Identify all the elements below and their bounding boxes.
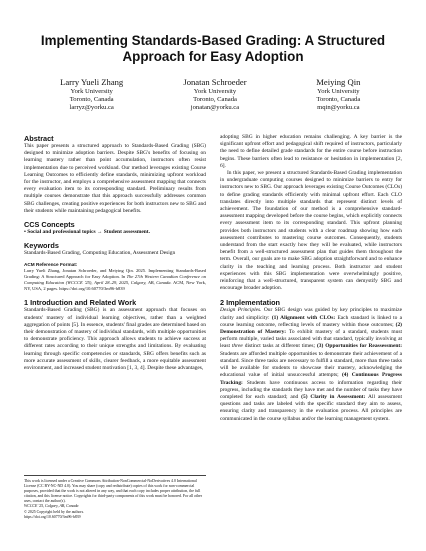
author-email: jonatan@yorku.ca	[190, 104, 240, 112]
left-column	[24, 134, 206, 372]
license-text: This work is licensed under a Creative Commons Attribution-NonCommercial-NoDerivatives 4.0 International License (CC BY-NC-ND 4.0). You may share (copy and redistribute) copies of this work for non-commercial purposes, provided that the work is not altered in any way, and that each copy includes proper attribution, the full citation, and this license notice. Copyrights for third-party components of this work must be honored. For all other uses, contact the author(s).	[24, 479, 203, 504]
author-1	[30, 77, 153, 112]
footnote-conference: WCCCE '25, Calgary, AB, Canada	[24, 504, 79, 509]
footnote-doi: https://doi.org/10.60770/3m96-h839	[24, 514, 81, 519]
author-email: mqin@yorku.ca	[317, 104, 360, 112]
author-name: Meiying Qin	[316, 77, 361, 87]
abstract-heading: Abstract	[24, 134, 54, 143]
ccs-heading: CCS Concepts	[24, 220, 75, 230]
author-email: larryz@yorku.ca	[69, 104, 114, 112]
acm-authors: Larry Yueli Zhang, Jonatan Schroeder, and Meiying Qin. 2025. Implementing Standards-Based Grading: A Structured Approach for Easy Adoption. In	[24, 268, 206, 280]
design-principles-paragraph: Design Principles. Our SBG design was guided by key principles to maximize clarity and simplicity: (1) Alignment with CLOs: Each standard is linked to a course learning outcome, reflecting levels of mastery within those outcomes; (2) Demonstration of Mastery: To exhibit mastery of a standard, students must perform multiple, varied tasks associated with that standard, typically involving at least three distinct tasks at different times; (3) Opportunities for Reassessment: Students are afforded multiple opportunities to demonstrate their achievement of a standard. Since three tasks are necessary to fulfill a standard, more than three tasks will be available for students to showcase their mastery, acknowledging the educational value of initial unsuccessful attempts; (4) Continuous Progress Tracking: Students have continuous access to information regarding their progress, including the standards they have met and the number of tasks they have completed for each standard; and (5) Clarity in Assessment: All assessment questions and tasks are labeled with the specific standard they aim to assess, ensuring clarity and transparency in the evaluation process. All principles are communicated in the course syllabus and/or the learning management system.	[220, 307, 403, 422]
author-affiliation: York University	[317, 88, 360, 95]
acm-rest: ACM, New York, NY, USA, 2 pages. https://doi.org/10.60770/3m96-h839	[24, 280, 206, 292]
keywords-heading: Keywords	[24, 241, 59, 251]
author-location: Toronto, Canada	[69, 96, 114, 104]
author-2	[153, 77, 276, 112]
design-principles-lead: Design Principles.	[220, 307, 262, 314]
footnote-copyright: © 2025 Copyright held by the authors.	[24, 509, 85, 514]
right-column	[220, 134, 402, 423]
section-2-heading: 2 Implementation	[220, 298, 281, 308]
author-name: Jonatan Schroeder	[183, 77, 247, 87]
author-block	[30, 77, 400, 112]
author-name: Larry Yueli Zhang	[60, 77, 124, 87]
ccs-text: • Social and professional topics → Student assessment.	[24, 229, 150, 236]
section-1-heading: 1 Introduction and Related Work	[24, 298, 137, 308]
license-footnote	[24, 475, 206, 520]
author-3	[277, 77, 400, 112]
section-1-text: Standards-Based Grading (SBG) is an assessment approach that focuses on students' mastery of individual learning objectives, rather than a weighted aggregation of points [5]. In essence, students' final grades are determined based on their demonstration of mastery of individual standards, with multiple opportunities to demonstrate proficiency. This approach allows students to achieve success at different rates according to their unique strengths and limitations. By evaluating learning through specific competencies or standards, SBG offers benefits such as more accurate assessment of skills, clearer feedback, a more equitable assessment environment, and increased student motivation [1, 3, 4]. Despite these advantages,	[24, 307, 206, 372]
keywords-text: Standards-Based Grading, Computing Education, Assessment Design	[24, 250, 176, 257]
intro-continuation: adopting SBG in higher education remains challenging. A key barrier is the significant upfront effort and pedagogical shift required of instructors, particularly the need to define detailed grade standards for the entire course before instruction begins. These barriers often lead to resistance or hesitation in implementation [2, 6].	[220, 134, 402, 169]
acm-reference-heading: ACM Reference Format:	[24, 262, 78, 268]
acm-venue: The 27th Western Canadian Conference on Computing Education (WCCCE '25), April 28–29, 2025, Calgary, AB, Canada.	[24, 274, 206, 286]
intro-paragraph-2: In this paper, we present a structured Standards-Based Grading implementation in undergraduate computing courses designed to minimize barriers to entry for instructors new to SBG. Our approach leverages existing Course Outcomes (CLOs) to define grading standards efficiently with minimal upfront effort. Each CLO translates directly into multiple standards that represent distinct levels of achievement. The foundation of our method is a comprehensive standard-assessment mapping developed before the course begins, which explicitly connects every assessment item to its corresponding standard. This upfront planning provides both instructors and students with a clear roadmap showing how each assessment contributes to mastering course outcomes. Consequently, students understand from the start exactly how they will be evaluated, while instructors benefit from a well-structured assessment plan that guides them throughout the term. Overall, our goals are to make SBG adoption straightforward and to enhance clarity in the teaching and learning process. Both instructor and student experiences with this SBG implementation were overwhelmingly positive, reinforcing that a well-structured, transparent system can demystify SBG and encourage broader adoption.	[220, 170, 402, 292]
author-location: Toronto, Canada	[316, 96, 361, 104]
author-affiliation: York University	[70, 88, 113, 95]
paper-title: Implementing Standards-Based Grading: A Structured Approach for Easy Adoption	[40, 33, 386, 64]
author-affiliation: York University	[193, 88, 237, 95]
abstract-text: This paper presents a structured approach to Standards-Based Grading (SBG) designed to minimize adoption barriers. Despite SBG's benefits of focusing on learning mastery rather than point accumulation, instructors often resist implementation due to perceived workload. Our method leverages existing Course Learning Outcomes to efficiently define standards, minimizing upfront workload for the instructor, and employs a comprehensive assessment mapping that connects every evaluation item to its corresponding standard. Preliminary results from multiple courses demonstrate that this approach successfully addresses common SBG challenges, creating positive experiences for both instructors new to SBG and their students while maintaining pedagogical benefits.	[24, 143, 206, 214]
acm-reference-text	[24, 268, 206, 292]
author-location: Toronto, Canada	[193, 96, 237, 104]
